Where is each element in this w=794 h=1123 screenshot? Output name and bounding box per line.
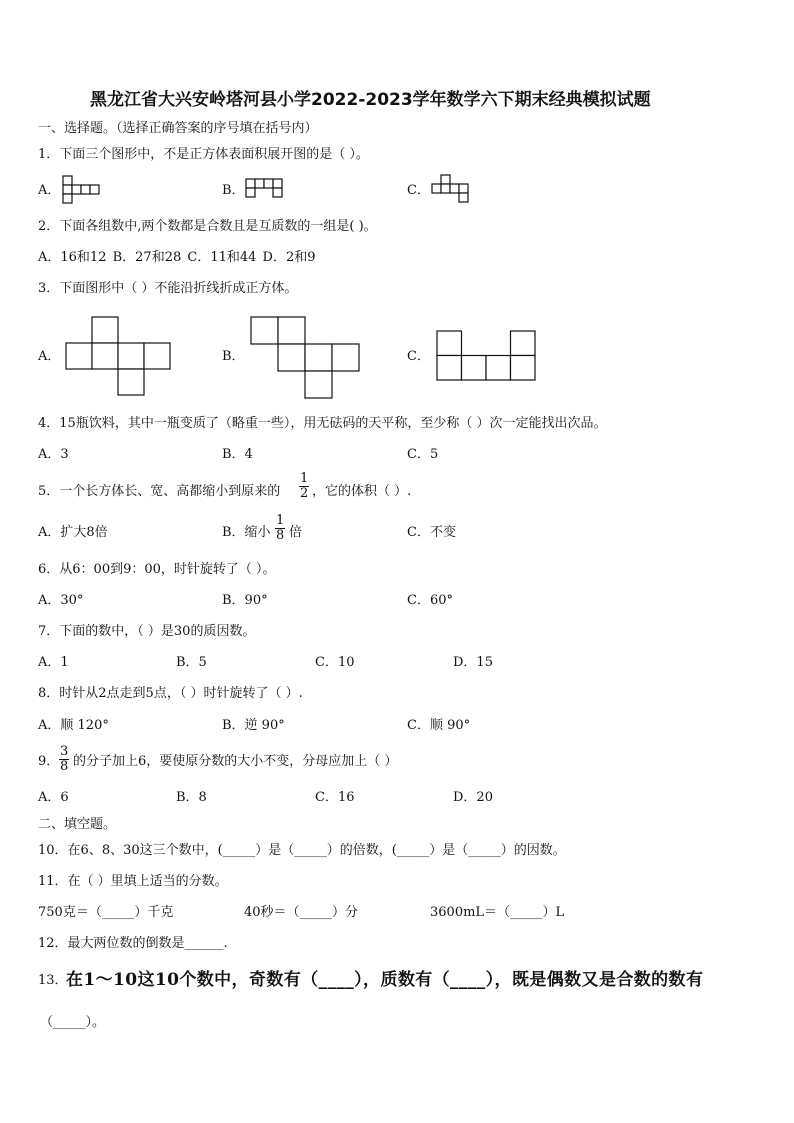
question-4-option-c: C．5 bbox=[407, 447, 439, 462]
question-8-option-c: C．顺 90° bbox=[407, 718, 471, 733]
question-1-stem: 1．下面三个图形中，不是正方体表面积展开图的是（ ）。 bbox=[38, 147, 369, 162]
question-7-option-d: D．15 bbox=[453, 655, 493, 670]
question-5-option-b-pre: B．缩小 bbox=[222, 525, 271, 540]
question-5-fraction bbox=[299, 472, 309, 501]
question-9-number: 9． bbox=[38, 754, 60, 769]
question-8-option-b: B．逆 90° bbox=[222, 718, 285, 733]
section-heading-choice: 一、选择题。（选择正确答案的序号填在括号内） bbox=[38, 121, 318, 136]
question-11-stem: 11．在（ ）里填上适当的分数。 bbox=[38, 874, 228, 889]
question-9-option-a: A．6 bbox=[38, 790, 69, 805]
question-3-option-b-net bbox=[251, 317, 363, 399]
question-9-option-b: B．8 bbox=[176, 790, 207, 805]
question-9-fraction bbox=[59, 745, 69, 774]
question-9-option-d: D．20 bbox=[453, 790, 493, 805]
question-9-option-c: C．16 bbox=[315, 790, 355, 805]
question-7-option-a: A．1 bbox=[38, 655, 69, 670]
question-5-option-a: A．扩大8倍 bbox=[38, 525, 108, 540]
question-7-stem: 7．下面的数中，（ ）是30的质因数。 bbox=[38, 624, 256, 639]
question-3-stem: 3．下面图形中（ ）不能沿折线折成正方体。 bbox=[38, 281, 298, 296]
question-1-option-b-label: B． bbox=[222, 183, 245, 198]
question-6-option-b: B．90° bbox=[222, 593, 268, 608]
question-7-option-b: B．5 bbox=[176, 655, 207, 670]
question-9-stem: 的分子加上6，要使原分数的大小不变，分母应加上（ ） bbox=[73, 754, 398, 769]
fraction-numerator: 3 bbox=[60, 744, 69, 759]
question-6-option-a: A．30° bbox=[38, 593, 84, 608]
question-7-option-c: C．10 bbox=[315, 655, 355, 670]
fraction-denominator: 8 bbox=[60, 759, 69, 774]
question-11-item-a: 750克＝（_____）千克 bbox=[38, 905, 174, 920]
question-1-option-c-label: C． bbox=[407, 183, 430, 198]
question-13-number: 13． bbox=[38, 973, 68, 988]
question-11-item-c: 3600mL＝（_____）L bbox=[430, 905, 565, 920]
question-13-line2: （_____）。 bbox=[40, 1015, 106, 1030]
question-5-stem-pre: 5．一个长方体长、宽、高都缩小到原来的 bbox=[38, 484, 281, 499]
question-10: 10．在6、8、30这三个数中，(_____）是（_____）的倍数，(_____）是（_____）的因数。 bbox=[38, 843, 566, 858]
question-12: 12．最大两位数的倒数是______. bbox=[38, 936, 228, 951]
question-11-item-b: 40秒＝（_____）分 bbox=[244, 905, 359, 920]
question-4-option-a: A．3 bbox=[38, 447, 69, 462]
fraction-denominator: 2 bbox=[300, 486, 309, 501]
question-2-stem: 2．下面各组数中,两个数都是合数且是互质数的一组是( )。 bbox=[38, 219, 377, 234]
question-3-option-c-net bbox=[437, 331, 537, 383]
question-13-line1: 在1～10这10个数中，奇数有（____），质数有（____），既是偶数又是合数的数有 bbox=[66, 970, 704, 990]
question-1-option-c-net bbox=[432, 175, 472, 207]
fraction-denominator: 8 bbox=[276, 528, 285, 543]
question-4-stem: 4．15瓶饮料，其中一瓶变质了（略重一些），用无砝码的天平称，至少称（ ）次一定能找出次品。 bbox=[38, 416, 607, 431]
question-8-option-a: A．顺 120° bbox=[38, 718, 109, 733]
question-1-option-a-label: A． bbox=[38, 183, 61, 198]
fraction-numerator: 1 bbox=[300, 471, 309, 486]
page-title: 黑龙江省大兴安岭塔河县小学2022-2023学年数学六下期末经典模拟试题 bbox=[90, 90, 651, 110]
question-3-option-b-label: B． bbox=[222, 349, 245, 364]
question-4-option-b: B．4 bbox=[222, 447, 253, 462]
question-3-option-a-label: A． bbox=[38, 349, 61, 364]
question-6-stem: 6．从6：00到9：00，时针旋转了（ ）。 bbox=[38, 562, 276, 577]
section-heading-fill: 二、填空题。 bbox=[38, 817, 117, 832]
question-2-options: A．16和12 B．27和28 C．11和44 D．2和9 bbox=[38, 250, 316, 265]
question-5-option-b-fraction bbox=[275, 514, 285, 543]
fraction-numerator: 1 bbox=[276, 513, 285, 528]
question-1-option-b-net bbox=[246, 179, 286, 203]
question-5-option-c: C．不变 bbox=[407, 525, 456, 540]
question-5-option-b-post: 倍 bbox=[289, 525, 303, 540]
question-1-option-a-net bbox=[63, 176, 103, 206]
question-5-stem-post: ，它的体积（ ）. bbox=[312, 484, 412, 499]
question-6-option-c: C．60° bbox=[407, 593, 453, 608]
question-3-option-c-label: C． bbox=[407, 349, 430, 364]
question-8-stem: 8．时针从2点走到5点，（ ）时针旋转了（ ）. bbox=[38, 686, 303, 701]
question-3-option-a-net bbox=[66, 317, 176, 397]
